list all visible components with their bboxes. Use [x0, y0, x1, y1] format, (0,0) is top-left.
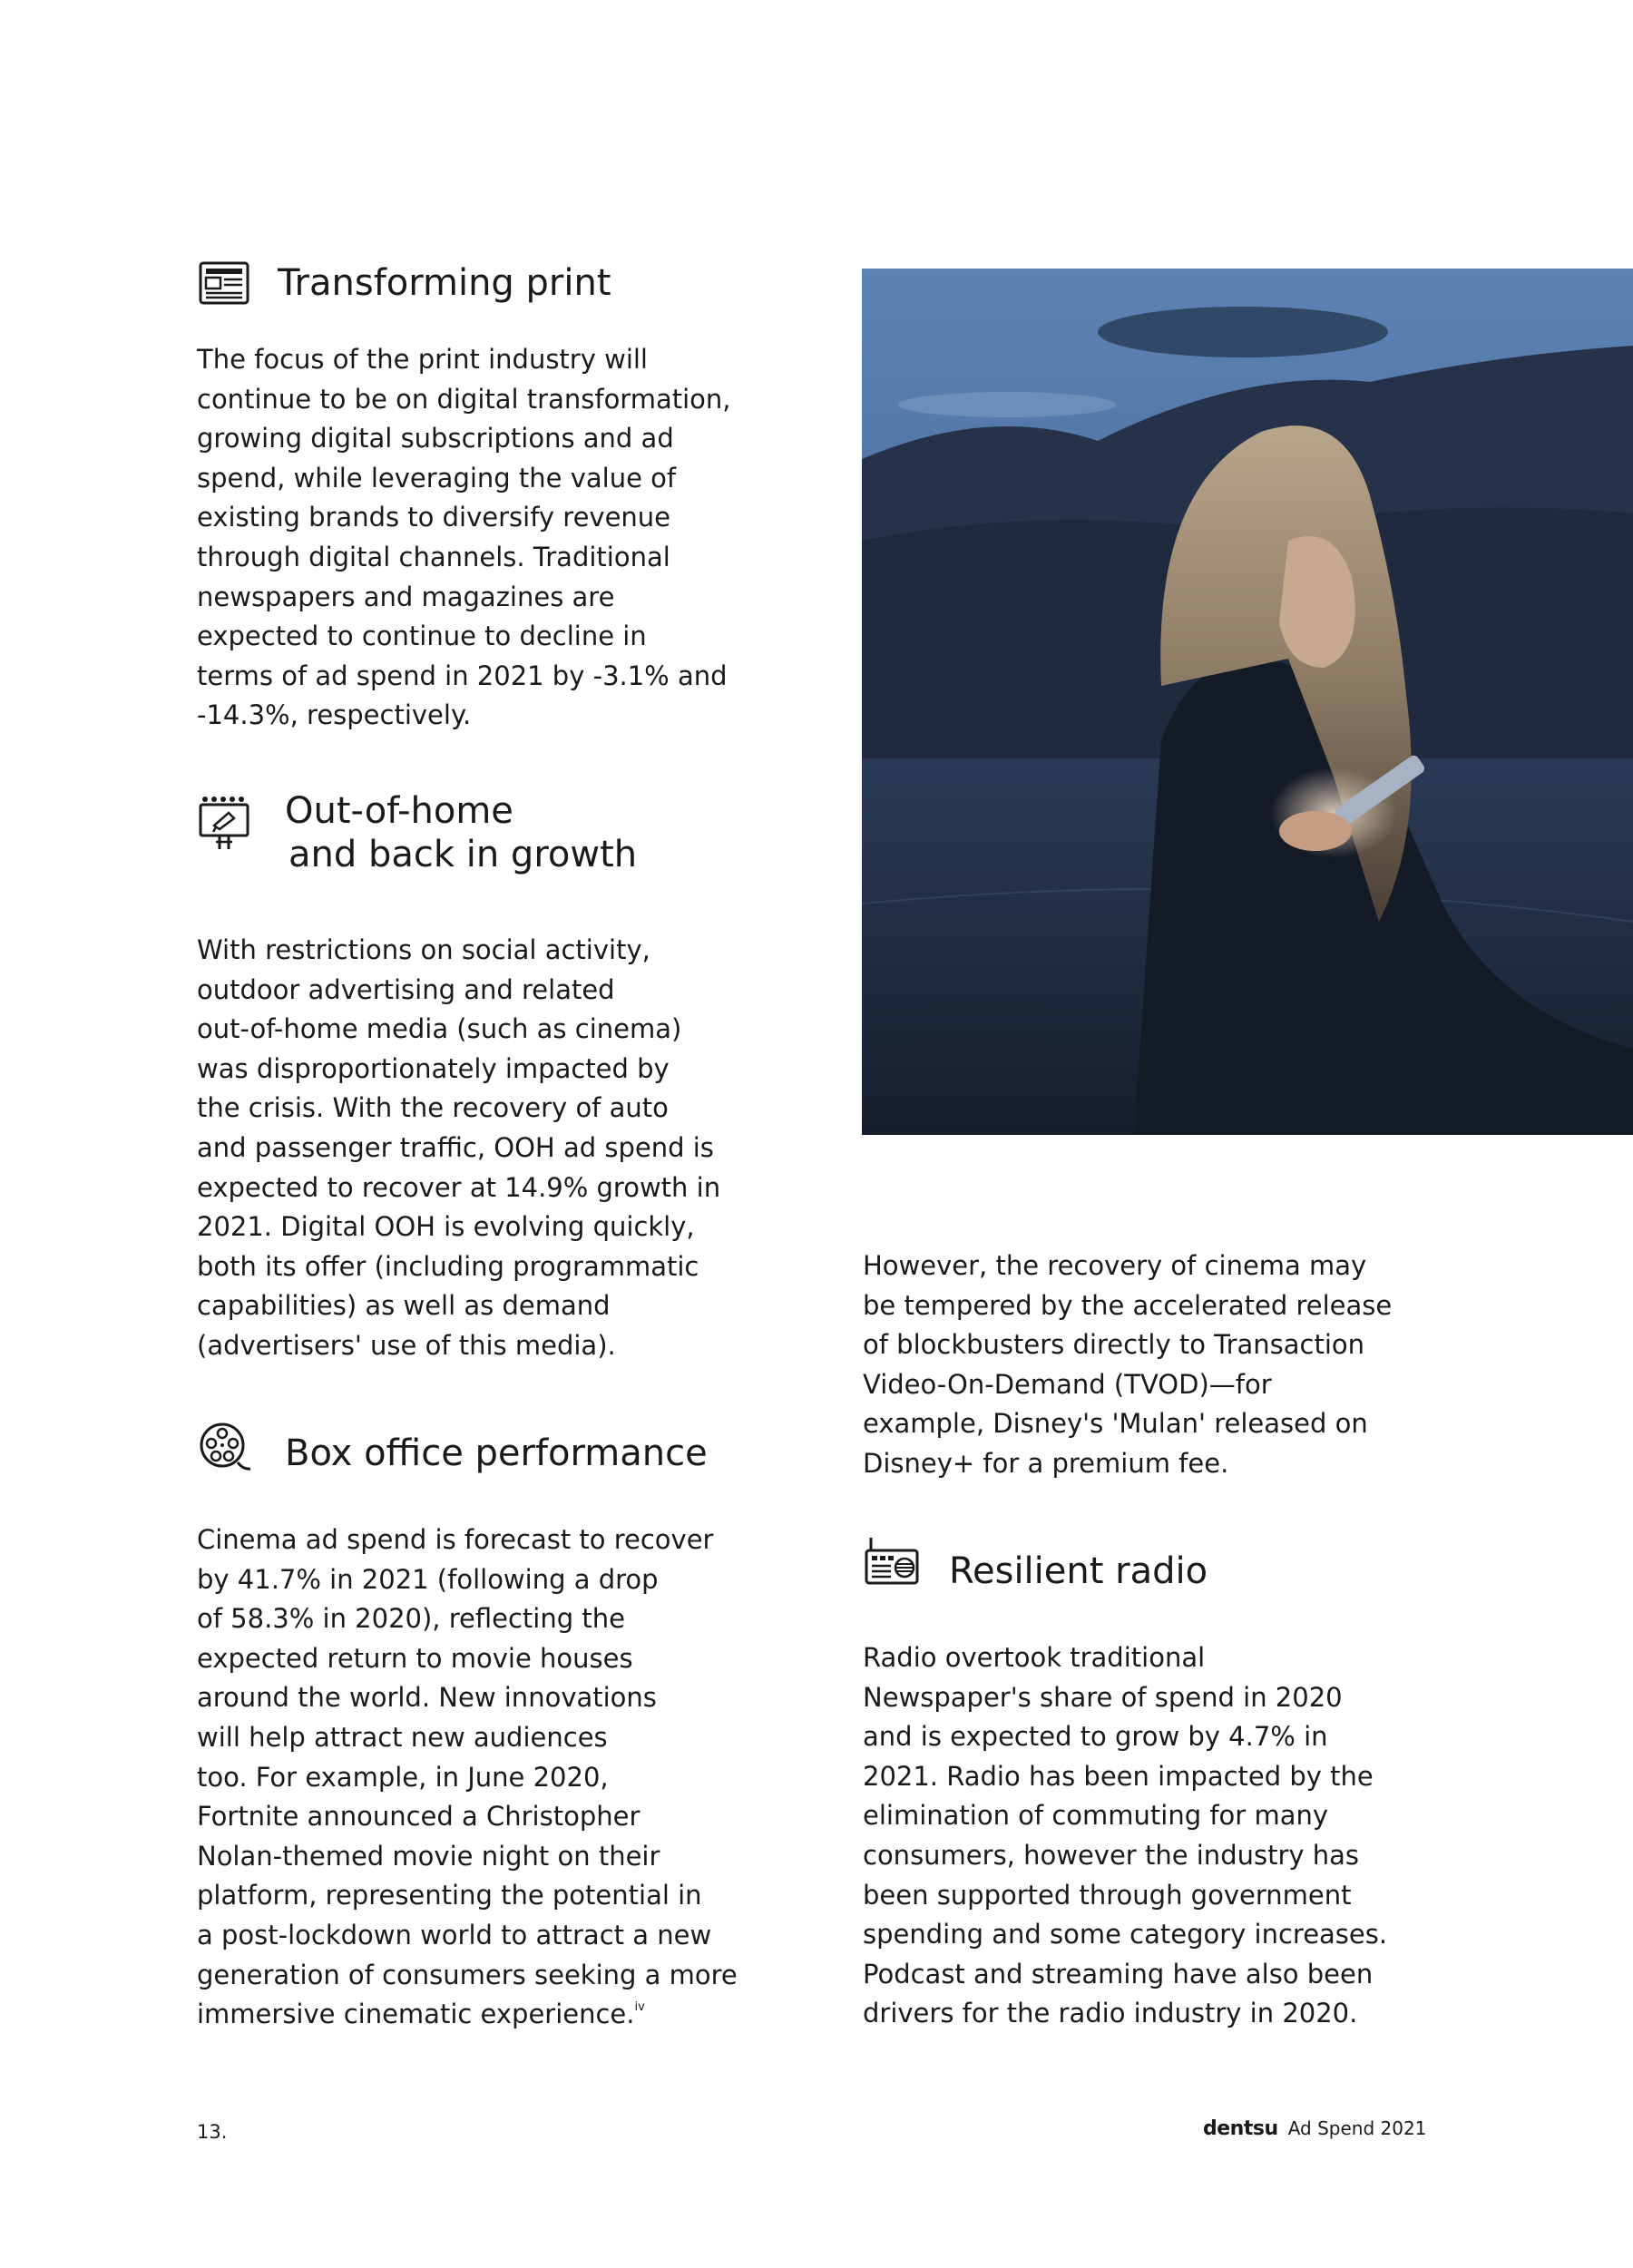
box-office-heading: Box office performance	[285, 1432, 708, 1474]
radio-icon	[864, 1536, 920, 1587]
paragraph-line: terms of ad spend in 2021 by -3.1% and	[197, 660, 728, 691]
paragraph-line: expected to recover at 14.9% growth in	[197, 1171, 721, 1203]
report-title: Ad Spend 2021	[1287, 2117, 1427, 2139]
paragraph-line: the crisis. With the recovery of auto	[197, 1092, 669, 1124]
dentsu-logo: dentsu	[1203, 2117, 1278, 2140]
paragraph-line: Podcast and streaming have also been	[863, 1958, 1374, 1989]
paragraph-line: 2021. Digital OOH is evolving quickly,	[197, 1211, 695, 1243]
paragraph-line: both its offer (including programmatic	[197, 1250, 699, 1282]
ooh-heading	[285, 789, 637, 876]
paragraph-line: Nolan-themed movie night on their	[197, 1840, 660, 1872]
newspaper-icon	[198, 260, 250, 306]
paragraph-line: However, the recovery of cinema may	[863, 1250, 1367, 1281]
paragraph-line: expected to continue to decline in	[197, 621, 647, 652]
cinema-continued-paragraph	[863, 1246, 1392, 1484]
radio-heading: Resilient radio	[949, 1550, 1208, 1592]
heading-line: and back in growth	[288, 834, 638, 875]
footer-brand	[1203, 2117, 1426, 2140]
paragraph-line: and is expected to grow by 4.7% in	[863, 1721, 1328, 1753]
paragraph-line: (advertisers' use of this media).	[197, 1329, 616, 1361]
film-reel-icon	[198, 1421, 252, 1475]
paragraph-line: The focus of the print industry will	[197, 344, 648, 375]
paragraph-line: growing digital subscriptions and ad	[197, 423, 674, 455]
paragraph-line: by 41.7% in 2021 (following a drop	[197, 1563, 659, 1595]
box-office-paragraph	[197, 1520, 738, 2035]
paragraph-line: was disproportionately impacted by	[197, 1052, 670, 1084]
paragraph-line: too. For example, in June 2020,	[197, 1761, 609, 1793]
paragraph-line: of 58.3% in 2020), reflecting the	[197, 1603, 625, 1635]
paragraph-line: -14.3%, respectively.	[197, 699, 472, 731]
billboard-icon	[198, 795, 250, 853]
paragraph-line: elimination of commuting for many	[863, 1800, 1329, 1832]
radio-paragraph	[863, 1638, 1387, 2034]
paragraph-line: and passenger traffic, OOH ad spend is	[197, 1131, 714, 1163]
woman-with-phone-photo	[862, 269, 1633, 1135]
paragraph-line: spend, while leveraging the value of	[197, 462, 677, 494]
paragraph-line: Newspaper's share of spend in 2020	[863, 1681, 1343, 1713]
paragraph-line: around the world. New innovations	[197, 1682, 657, 1714]
paragraph-line: expected return to movie houses	[197, 1642, 633, 1674]
print-paragraph	[197, 340, 731, 736]
paragraph-line: generation of consumers seeking a more	[197, 1959, 738, 1990]
paragraph-line: existing brands to diversify revenue	[197, 502, 671, 533]
paragraph-line: Video-On-Demand (TVOD)—for	[863, 1368, 1272, 1400]
heading-line: Out-of-home	[285, 790, 513, 832]
print-heading: Transforming print	[278, 262, 611, 304]
paragraph-line: out-of-home media (such as cinema)	[197, 1013, 682, 1045]
paragraph-line: outdoor advertising and related	[197, 973, 615, 1005]
paragraph-line: Radio overtook traditional	[863, 1642, 1206, 1673]
ooh-paragraph	[197, 931, 720, 1366]
paragraph-line: drivers for the radio industry in 2020.	[863, 1998, 1358, 2029]
paragraph-line: example, Disney's 'Mulan' released on	[863, 1408, 1368, 1440]
paragraph-line: a post-lockdown world to attract a new	[197, 1919, 712, 1950]
paragraph-line: be tempered by the accelerated release	[863, 1289, 1393, 1321]
paragraph-line: With restrictions on social activity,	[197, 934, 650, 965]
paragraph-line: spending and some category increases.	[863, 1919, 1388, 1950]
paragraph-line: Cinema ad spend is forecast to recover	[197, 1524, 714, 1555]
paragraph-line: Fortnite announced a Christopher	[197, 1801, 640, 1833]
paragraph-line: been supported through government	[863, 1879, 1352, 1911]
paragraph-line: through digital channels. Traditional	[197, 541, 670, 572]
paragraph-line: continue to be on digital transformation,	[197, 383, 731, 415]
paragraph-line: Disney+ for a premium fee.	[863, 1447, 1229, 1479]
page-number: 13.	[197, 2121, 228, 2143]
footnote-marker: iv	[634, 2000, 645, 2015]
paragraph-line: newspapers and magazines are	[197, 581, 615, 612]
paragraph-line: will help attract new audiences	[197, 1721, 608, 1753]
paragraph-line: consumers, however the industry has	[863, 1839, 1360, 1871]
paragraph-line-last	[197, 1995, 738, 2035]
paragraph-line: capabilities) as well as demand	[197, 1290, 611, 1322]
paragraph-line-text: immersive cinematic experience.	[197, 1999, 635, 2030]
paragraph-line: platform, representing the potential in	[197, 1880, 702, 1911]
paragraph-line: of blockbusters directly to Transaction	[863, 1329, 1365, 1361]
paragraph-line: 2021. Radio has been impacted by the	[863, 1760, 1374, 1792]
